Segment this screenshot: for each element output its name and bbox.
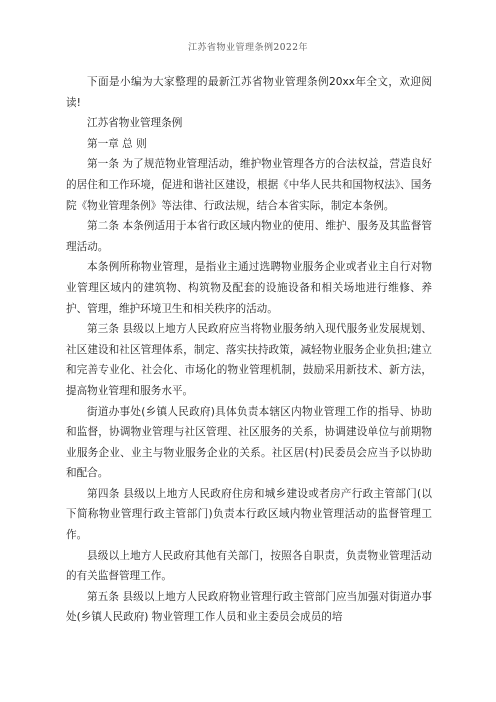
page-header: 江苏省物业管理条例2022年 — [188, 43, 308, 53]
chapter-heading: 第一章 总 则 — [87, 137, 147, 150]
regulation-title: 江苏省物业管理条例 — [87, 117, 183, 130]
intro-paragraph: 下面是小编为大家整理的最新江苏省物业管理条例20xx年全文，欢迎阅读! — [66, 76, 432, 109]
article-4-other-departments: 县级以上地方人民政府其他有关部门，按照各自职责，负责物业管理活动的有关监督管理工作。 — [66, 549, 432, 583]
article-2: 第二条 本条例适用于本省行政区域内物业的使用、维护、服务及其监督管理活动。 — [66, 220, 432, 253]
article-3-subdistrict: 街道办事处(乡镇人民政府)具体负责本辖区内物业管理工作的指导、协助和监督，协调物业管理与社区管理、社区服务的关系，协调建设单位与前期物业服务企业、业主与物业服务企业的关系。社区居(村)民委员会应当予以协助和配合。 — [66, 405, 432, 480]
article-1: 第一条 为了规范物业管理活动，维护物业管理各方的合法权益，营造良好的居住和工作环境，促进和谐社区建设，根据《中华人民共和国物权法》、国务院《物业管理条例》等法律、行政法规，结合本省实际，制定本条例。 — [66, 158, 432, 212]
article-4: 第四条 县级以上地方人民政府住房和城乡建设或者房产行政主管部门(以下简称物业管理行政主管部门)负责本行政区域内物业管理活动的监督管理工作。 — [66, 487, 432, 542]
article-3: 第三条 县级以上地方人民政府应当将物业服务纳入现代服务业发展规划、社区建设和社区管理体系，制定、落实扶持政策，减轻物业服务企业负担;建立和完善专业化、社会化、市场化的物业管理机制，鼓励采用新技术、新方法，提高物业管理和服务水平。 — [66, 323, 432, 397]
document-body — [66, 72, 432, 628]
article-2-definition: 本条例所称物业管理，是指业主通过选聘物业服务企业或者业主自行对物业管理区域内的建筑物、构筑物及配套的设施设备和相关场地进行维修、养护、管理，维护环境卫生和相关秩序的活动。 — [66, 261, 432, 315]
article-5: 第五条 县级以上地方人民政府物业管理行政主管部门应当加强对街道办事处(乡镇人民政府) 物业管理工作人员和业主委员会成员的培 — [66, 590, 432, 624]
